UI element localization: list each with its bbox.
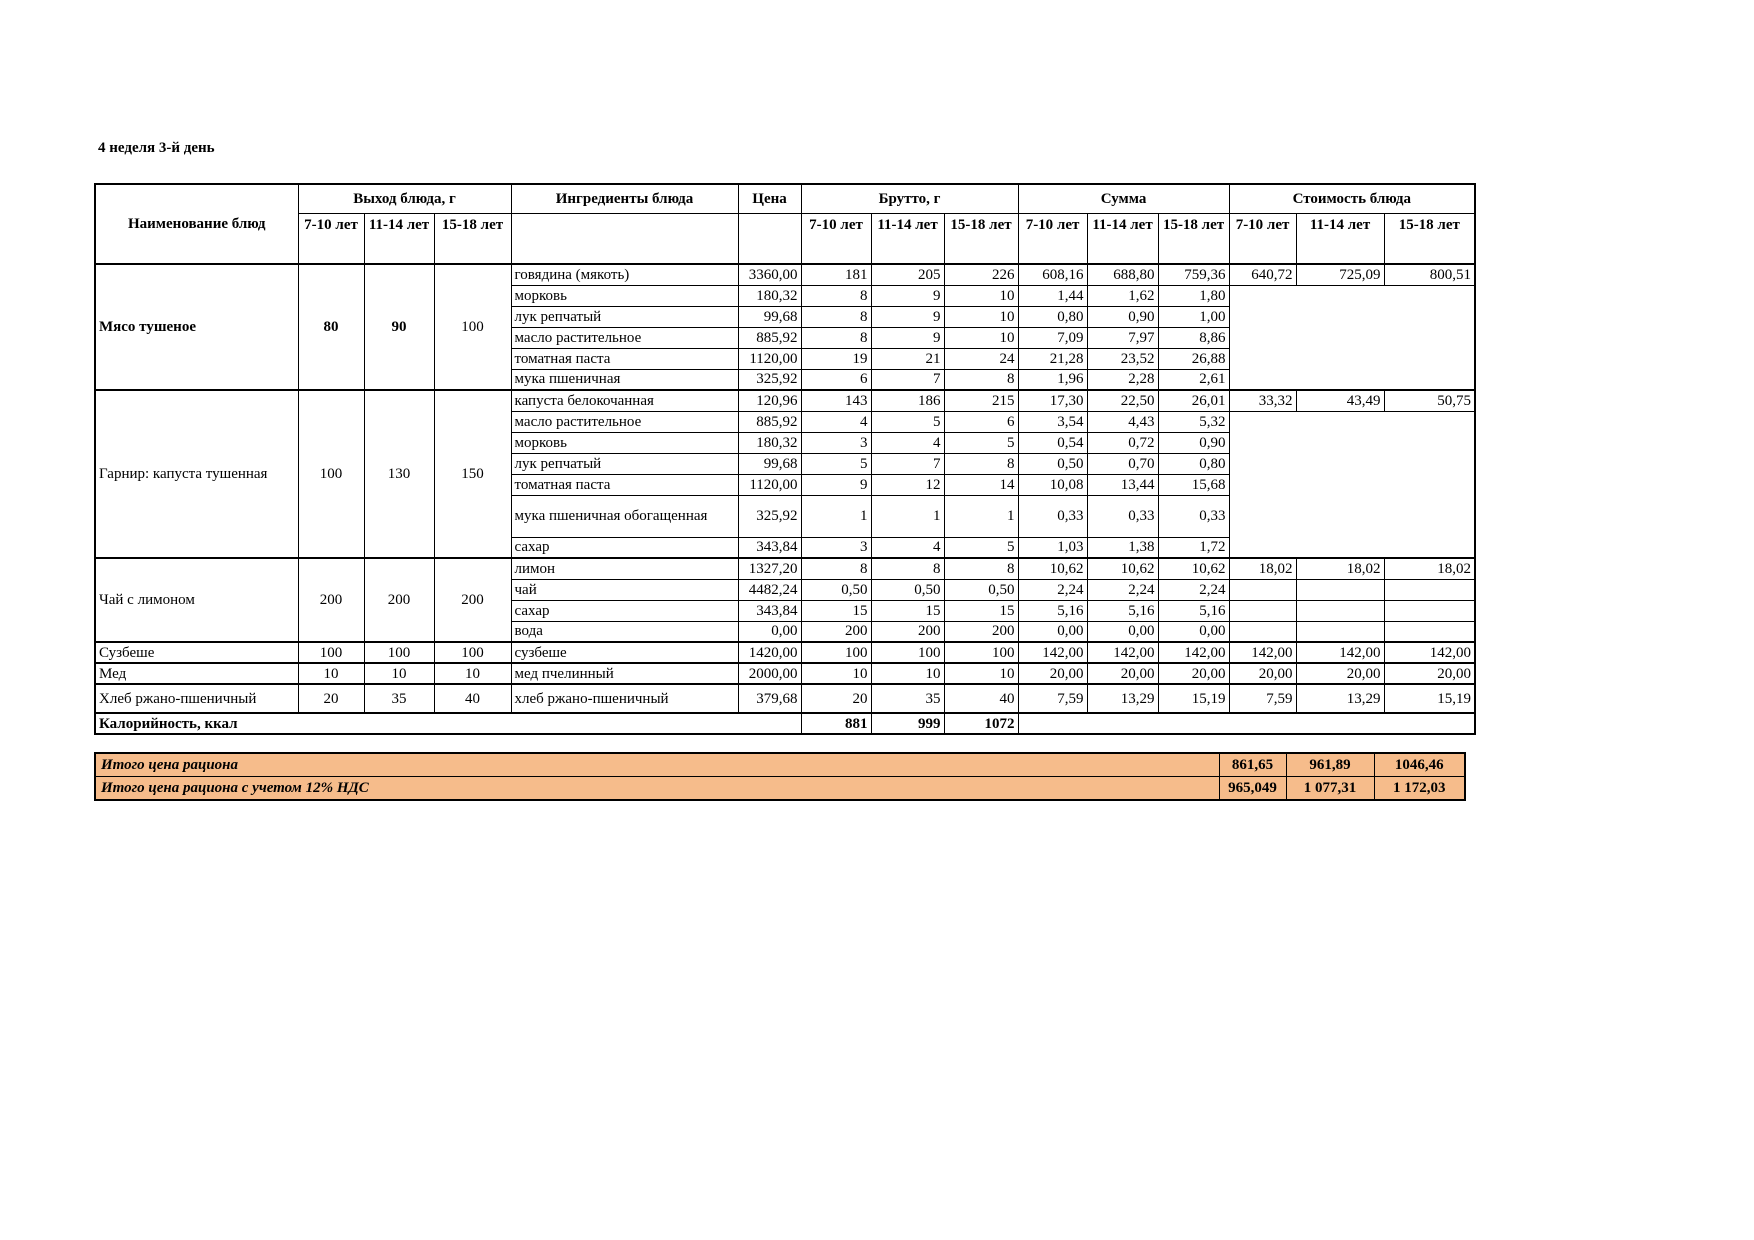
gross-cell: 8 bbox=[801, 285, 871, 306]
output-cell: 80 bbox=[298, 264, 364, 390]
dish-name-cell: Гарнир: капуста тушенная bbox=[95, 390, 298, 558]
gross-cell: 8 bbox=[944, 369, 1018, 390]
gross-cell: 9 bbox=[871, 306, 944, 327]
price-cell: 1327,20 bbox=[738, 558, 801, 579]
gross-cell: 8 bbox=[801, 327, 871, 348]
cost-cell: 13,29 bbox=[1296, 684, 1384, 713]
output-cell: 10 bbox=[434, 663, 511, 684]
total-value-cell: 965,049 bbox=[1219, 777, 1286, 801]
gross-cell: 8 bbox=[944, 558, 1018, 579]
empty-cost-cell bbox=[1229, 621, 1296, 642]
sum-cell: 20,00 bbox=[1087, 663, 1158, 684]
price-cell: 1120,00 bbox=[738, 348, 801, 369]
sum-cell: 10,62 bbox=[1158, 558, 1229, 579]
cost-cell: 142,00 bbox=[1296, 642, 1384, 663]
sum-cell: 1,80 bbox=[1158, 285, 1229, 306]
sum-cell: 0,72 bbox=[1087, 432, 1158, 453]
sum-cell: 0,33 bbox=[1018, 495, 1087, 537]
calories-value-cell: 999 bbox=[871, 713, 944, 734]
gross-cell: 10 bbox=[944, 327, 1018, 348]
gross-cell: 20 bbox=[801, 684, 871, 713]
cost-cell: 20,00 bbox=[1229, 663, 1296, 684]
gross-cell: 15 bbox=[871, 600, 944, 621]
gross-cell: 8 bbox=[871, 558, 944, 579]
gross-cell: 6 bbox=[801, 369, 871, 390]
gross-cell: 24 bbox=[944, 348, 1018, 369]
price-cell: 325,92 bbox=[738, 369, 801, 390]
ingredient-cell: лук репчатый bbox=[511, 453, 738, 474]
cost-cell: 18,02 bbox=[1384, 558, 1475, 579]
dish-name-cell: Мясо тушеное bbox=[95, 264, 298, 390]
ingredient-cell: сахар bbox=[511, 537, 738, 558]
total-value-cell: 1 172,03 bbox=[1374, 777, 1465, 801]
sum-cell: 20,00 bbox=[1018, 663, 1087, 684]
empty-cost-cell bbox=[1229, 600, 1296, 621]
dish-row bbox=[95, 663, 1475, 684]
cost-cell: 50,75 bbox=[1384, 390, 1475, 411]
gross-cell: 0,50 bbox=[801, 579, 871, 600]
ingredient-cell: капуста белокочанная bbox=[511, 390, 738, 411]
age-col-header: 15-18 лет bbox=[944, 214, 1018, 265]
gross-cell: 8 bbox=[801, 306, 871, 327]
gross-cell: 9 bbox=[871, 285, 944, 306]
ingredient-cell: лимон bbox=[511, 558, 738, 579]
output-cell: 90 bbox=[364, 264, 434, 390]
sum-cell: 0,33 bbox=[1087, 495, 1158, 537]
gross-cell: 10 bbox=[871, 663, 944, 684]
sum-cell: 15,68 bbox=[1158, 474, 1229, 495]
gross-cell: 10 bbox=[944, 306, 1018, 327]
sum-cell: 10,08 bbox=[1018, 474, 1087, 495]
dish-name-cell: Чай с лимоном bbox=[95, 558, 298, 642]
cost-cell: 800,51 bbox=[1384, 264, 1475, 285]
col-header-name: Наименование блюд bbox=[95, 184, 298, 264]
sum-cell: 2,24 bbox=[1018, 579, 1087, 600]
sum-cell: 23,52 bbox=[1087, 348, 1158, 369]
cost-cell: 142,00 bbox=[1229, 642, 1296, 663]
cost-cell: 18,02 bbox=[1229, 558, 1296, 579]
sum-cell: 7,09 bbox=[1018, 327, 1087, 348]
output-cell: 20 bbox=[298, 684, 364, 713]
sum-cell: 17,30 bbox=[1018, 390, 1087, 411]
gross-cell: 4 bbox=[801, 411, 871, 432]
empty-subheader bbox=[511, 214, 738, 265]
gross-cell: 40 bbox=[944, 684, 1018, 713]
price-cell: 120,96 bbox=[738, 390, 801, 411]
total-label-cell: Итого цена рациона bbox=[95, 753, 1219, 777]
gross-cell: 15 bbox=[801, 600, 871, 621]
sum-cell: 1,62 bbox=[1087, 285, 1158, 306]
total-with-vat-row bbox=[95, 777, 1465, 801]
dish-row bbox=[95, 390, 1475, 411]
totals-table bbox=[94, 752, 1466, 801]
price-cell: 99,68 bbox=[738, 453, 801, 474]
gross-cell: 9 bbox=[801, 474, 871, 495]
gross-cell: 5 bbox=[801, 453, 871, 474]
sum-cell: 0,80 bbox=[1158, 453, 1229, 474]
sum-cell: 0,90 bbox=[1087, 306, 1158, 327]
ingredient-cell: говядина (мякоть) bbox=[511, 264, 738, 285]
output-cell: 150 bbox=[434, 390, 511, 558]
sum-cell: 0,80 bbox=[1018, 306, 1087, 327]
ingredient-cell: чай bbox=[511, 579, 738, 600]
age-col-header: 7-10 лет bbox=[1018, 214, 1087, 265]
ingredient-cell: вода bbox=[511, 621, 738, 642]
ingredient-cell: хлеб ржано-пшеничный bbox=[511, 684, 738, 713]
gross-cell: 35 bbox=[871, 684, 944, 713]
cost-cell: 725,09 bbox=[1296, 264, 1384, 285]
output-cell: 40 bbox=[434, 684, 511, 713]
sum-cell: 0,54 bbox=[1018, 432, 1087, 453]
price-cell: 2000,00 bbox=[738, 663, 801, 684]
sum-cell: 3,54 bbox=[1018, 411, 1087, 432]
sum-cell: 0,70 bbox=[1087, 453, 1158, 474]
doc-title: 4 неделя 3-й день bbox=[98, 140, 215, 156]
sum-cell: 5,16 bbox=[1018, 600, 1087, 621]
gross-cell: 4 bbox=[871, 432, 944, 453]
col-header-output-group: Выход блюда, г bbox=[298, 184, 511, 214]
sum-cell: 0,00 bbox=[1158, 621, 1229, 642]
price-cell: 885,92 bbox=[738, 327, 801, 348]
sum-cell: 10,62 bbox=[1087, 558, 1158, 579]
age-col-header: 7-10 лет bbox=[801, 214, 871, 265]
header-row-ages bbox=[95, 214, 1475, 265]
sum-cell: 0,90 bbox=[1158, 432, 1229, 453]
gross-cell: 10 bbox=[944, 285, 1018, 306]
age-col-header: 11-14 лет bbox=[871, 214, 944, 265]
total-value-cell: 1 077,31 bbox=[1286, 777, 1374, 801]
age-col-header: 15-18 лет bbox=[1384, 214, 1475, 265]
sum-cell: 15,19 bbox=[1158, 684, 1229, 713]
dish-row bbox=[95, 558, 1475, 579]
age-col-header: 7-10 лет bbox=[298, 214, 364, 265]
gross-cell: 100 bbox=[801, 642, 871, 663]
sum-cell: 22,50 bbox=[1087, 390, 1158, 411]
ingredient-cell: морковь bbox=[511, 432, 738, 453]
ingredient-cell: мука пшеничная обогащенная bbox=[511, 495, 738, 537]
gross-cell: 226 bbox=[944, 264, 1018, 285]
col-header-price: Цена bbox=[738, 184, 801, 214]
dish-name-cell: Мед bbox=[95, 663, 298, 684]
sum-cell: 7,59 bbox=[1018, 684, 1087, 713]
sum-cell: 142,00 bbox=[1018, 642, 1087, 663]
sum-cell: 4,43 bbox=[1087, 411, 1158, 432]
dish-row bbox=[95, 264, 1475, 285]
output-cell: 35 bbox=[364, 684, 434, 713]
ingredient-cell: масло растительное bbox=[511, 411, 738, 432]
sum-cell: 2,61 bbox=[1158, 369, 1229, 390]
output-cell: 100 bbox=[298, 642, 364, 663]
dish-row bbox=[95, 642, 1475, 663]
sum-cell: 0,33 bbox=[1158, 495, 1229, 537]
gross-cell: 0,50 bbox=[871, 579, 944, 600]
gross-cell: 215 bbox=[944, 390, 1018, 411]
age-col-header: 11-14 лет bbox=[1296, 214, 1384, 265]
gross-cell: 5 bbox=[871, 411, 944, 432]
sum-cell: 5,32 bbox=[1158, 411, 1229, 432]
ingredient-cell: томатная паста bbox=[511, 474, 738, 495]
gross-cell: 3 bbox=[801, 537, 871, 558]
ingredient-cell: сахар bbox=[511, 600, 738, 621]
price-cell: 325,92 bbox=[738, 495, 801, 537]
cost-cell: 20,00 bbox=[1296, 663, 1384, 684]
dish-name-cell: Хлеб ржано-пшеничный bbox=[95, 684, 298, 713]
gross-cell: 9 bbox=[871, 327, 944, 348]
gross-cell: 10 bbox=[944, 663, 1018, 684]
price-cell: 1120,00 bbox=[738, 474, 801, 495]
sum-cell: 21,28 bbox=[1018, 348, 1087, 369]
gross-cell: 14 bbox=[944, 474, 1018, 495]
output-cell: 10 bbox=[364, 663, 434, 684]
gross-cell: 1 bbox=[944, 495, 1018, 537]
sum-cell: 1,72 bbox=[1158, 537, 1229, 558]
ingredient-cell: морковь bbox=[511, 285, 738, 306]
header-row-groups bbox=[95, 184, 1475, 214]
gross-cell: 5 bbox=[944, 432, 1018, 453]
cost-cell: 15,19 bbox=[1384, 684, 1475, 713]
gross-cell: 12 bbox=[871, 474, 944, 495]
gross-cell: 205 bbox=[871, 264, 944, 285]
cost-cell: 20,00 bbox=[1384, 663, 1475, 684]
gross-cell: 181 bbox=[801, 264, 871, 285]
sum-cell: 608,16 bbox=[1018, 264, 1087, 285]
total-value-cell: 861,65 bbox=[1219, 753, 1286, 777]
gross-cell: 100 bbox=[871, 642, 944, 663]
gross-cell: 7 bbox=[871, 369, 944, 390]
gross-cell: 8 bbox=[801, 558, 871, 579]
ingredient-cell: сузбеше bbox=[511, 642, 738, 663]
gross-cell: 100 bbox=[944, 642, 1018, 663]
sum-cell: 13,29 bbox=[1087, 684, 1158, 713]
gross-cell: 0,50 bbox=[944, 579, 1018, 600]
col-header-ingredients: Ингредиенты блюда bbox=[511, 184, 738, 214]
col-header-cost-group: Стоимость блюда bbox=[1229, 184, 1475, 214]
dish-name-cell: Сузбеше bbox=[95, 642, 298, 663]
gross-cell: 8 bbox=[944, 453, 1018, 474]
sum-cell: 0,50 bbox=[1018, 453, 1087, 474]
calories-value-cell: 1072 bbox=[944, 713, 1018, 734]
gross-cell: 7 bbox=[871, 453, 944, 474]
price-cell: 343,84 bbox=[738, 600, 801, 621]
cost-cell: 640,72 bbox=[1229, 264, 1296, 285]
empty-cost-cell bbox=[1384, 600, 1475, 621]
sum-cell: 1,44 bbox=[1018, 285, 1087, 306]
cost-cell: 7,59 bbox=[1229, 684, 1296, 713]
sum-cell: 5,16 bbox=[1087, 600, 1158, 621]
sum-cell: 13,44 bbox=[1087, 474, 1158, 495]
age-col-header: 7-10 лет bbox=[1229, 214, 1296, 265]
gross-cell: 15 bbox=[944, 600, 1018, 621]
gross-cell: 10 bbox=[801, 663, 871, 684]
empty-cost-cell bbox=[1296, 600, 1384, 621]
col-header-gross-group: Брутто, г bbox=[801, 184, 1018, 214]
cost-cell: 33,32 bbox=[1229, 390, 1296, 411]
menu-table bbox=[94, 183, 1476, 735]
age-col-header: 11-14 лет bbox=[1087, 214, 1158, 265]
empty-cost-cell bbox=[1296, 621, 1384, 642]
sum-cell: 0,00 bbox=[1087, 621, 1158, 642]
gross-cell: 200 bbox=[944, 621, 1018, 642]
sum-cell: 688,80 bbox=[1087, 264, 1158, 285]
output-cell: 100 bbox=[364, 642, 434, 663]
sum-cell: 26,01 bbox=[1158, 390, 1229, 411]
col-header-sum-group: Сумма bbox=[1018, 184, 1229, 214]
empty-cost-cell bbox=[1296, 579, 1384, 600]
sum-cell: 759,36 bbox=[1158, 264, 1229, 285]
gross-cell: 3 bbox=[801, 432, 871, 453]
gross-cell: 186 bbox=[871, 390, 944, 411]
gross-cell: 1 bbox=[801, 495, 871, 537]
gross-cell: 4 bbox=[871, 537, 944, 558]
sum-cell: 0,00 bbox=[1018, 621, 1087, 642]
price-cell: 379,68 bbox=[738, 684, 801, 713]
output-cell: 100 bbox=[434, 264, 511, 390]
empty-subheader bbox=[738, 214, 801, 265]
empty-cost-area bbox=[1229, 411, 1475, 558]
sum-cell: 7,97 bbox=[1087, 327, 1158, 348]
price-cell: 180,32 bbox=[738, 285, 801, 306]
price-cell: 3360,00 bbox=[738, 264, 801, 285]
sum-cell: 1,96 bbox=[1018, 369, 1087, 390]
total-value-cell: 961,89 bbox=[1286, 753, 1374, 777]
gross-cell: 5 bbox=[944, 537, 1018, 558]
ingredient-cell: мед пчелинный bbox=[511, 663, 738, 684]
ingredient-cell: масло растительное bbox=[511, 327, 738, 348]
gross-cell: 19 bbox=[801, 348, 871, 369]
price-cell: 0,00 bbox=[738, 621, 801, 642]
sum-cell: 8,86 bbox=[1158, 327, 1229, 348]
output-cell: 200 bbox=[434, 558, 511, 642]
calories-label-cell: Калорийность, ккал bbox=[95, 713, 801, 734]
ingredient-cell: мука пшеничная bbox=[511, 369, 738, 390]
sum-cell: 2,28 bbox=[1087, 369, 1158, 390]
sum-cell: 1,03 bbox=[1018, 537, 1087, 558]
output-cell: 100 bbox=[434, 642, 511, 663]
gross-cell: 200 bbox=[801, 621, 871, 642]
total-row bbox=[95, 753, 1465, 777]
cost-cell: 43,49 bbox=[1296, 390, 1384, 411]
price-cell: 343,84 bbox=[738, 537, 801, 558]
output-cell: 200 bbox=[298, 558, 364, 642]
sum-cell: 5,16 bbox=[1158, 600, 1229, 621]
sum-cell: 2,24 bbox=[1158, 579, 1229, 600]
gross-cell: 143 bbox=[801, 390, 871, 411]
sum-cell: 2,24 bbox=[1087, 579, 1158, 600]
gross-cell: 21 bbox=[871, 348, 944, 369]
price-cell: 4482,24 bbox=[738, 579, 801, 600]
age-col-header: 15-18 лет bbox=[1158, 214, 1229, 265]
total-label-cell: Итого цена рациона с учетом 12% НДС bbox=[95, 777, 1219, 801]
dish-row bbox=[95, 684, 1475, 713]
cost-cell: 18,02 bbox=[1296, 558, 1384, 579]
empty-cell bbox=[1018, 713, 1475, 734]
sum-cell: 10,62 bbox=[1018, 558, 1087, 579]
age-col-header: 15-18 лет bbox=[434, 214, 511, 265]
sum-cell: 20,00 bbox=[1158, 663, 1229, 684]
sum-cell: 142,00 bbox=[1087, 642, 1158, 663]
empty-cost-area bbox=[1229, 285, 1475, 390]
price-cell: 180,32 bbox=[738, 432, 801, 453]
gross-cell: 6 bbox=[944, 411, 1018, 432]
ingredient-cell: лук репчатый bbox=[511, 306, 738, 327]
cost-cell: 142,00 bbox=[1384, 642, 1475, 663]
output-cell: 130 bbox=[364, 390, 434, 558]
output-cell: 10 bbox=[298, 663, 364, 684]
empty-cost-cell bbox=[1384, 579, 1475, 600]
price-cell: 99,68 bbox=[738, 306, 801, 327]
calories-value-cell: 881 bbox=[801, 713, 871, 734]
age-col-header: 11-14 лет bbox=[364, 214, 434, 265]
output-cell: 200 bbox=[364, 558, 434, 642]
total-value-cell: 1046,46 bbox=[1374, 753, 1465, 777]
empty-cost-cell bbox=[1384, 621, 1475, 642]
ingredient-cell: томатная паста bbox=[511, 348, 738, 369]
empty-cost-cell bbox=[1229, 579, 1296, 600]
gross-cell: 1 bbox=[871, 495, 944, 537]
gross-cell: 200 bbox=[871, 621, 944, 642]
sum-cell: 1,38 bbox=[1087, 537, 1158, 558]
sum-cell: 26,88 bbox=[1158, 348, 1229, 369]
output-cell: 100 bbox=[298, 390, 364, 558]
price-cell: 1420,00 bbox=[738, 642, 801, 663]
calories-row bbox=[95, 713, 1475, 734]
sum-cell: 1,00 bbox=[1158, 306, 1229, 327]
sum-cell: 142,00 bbox=[1158, 642, 1229, 663]
price-cell: 885,92 bbox=[738, 411, 801, 432]
